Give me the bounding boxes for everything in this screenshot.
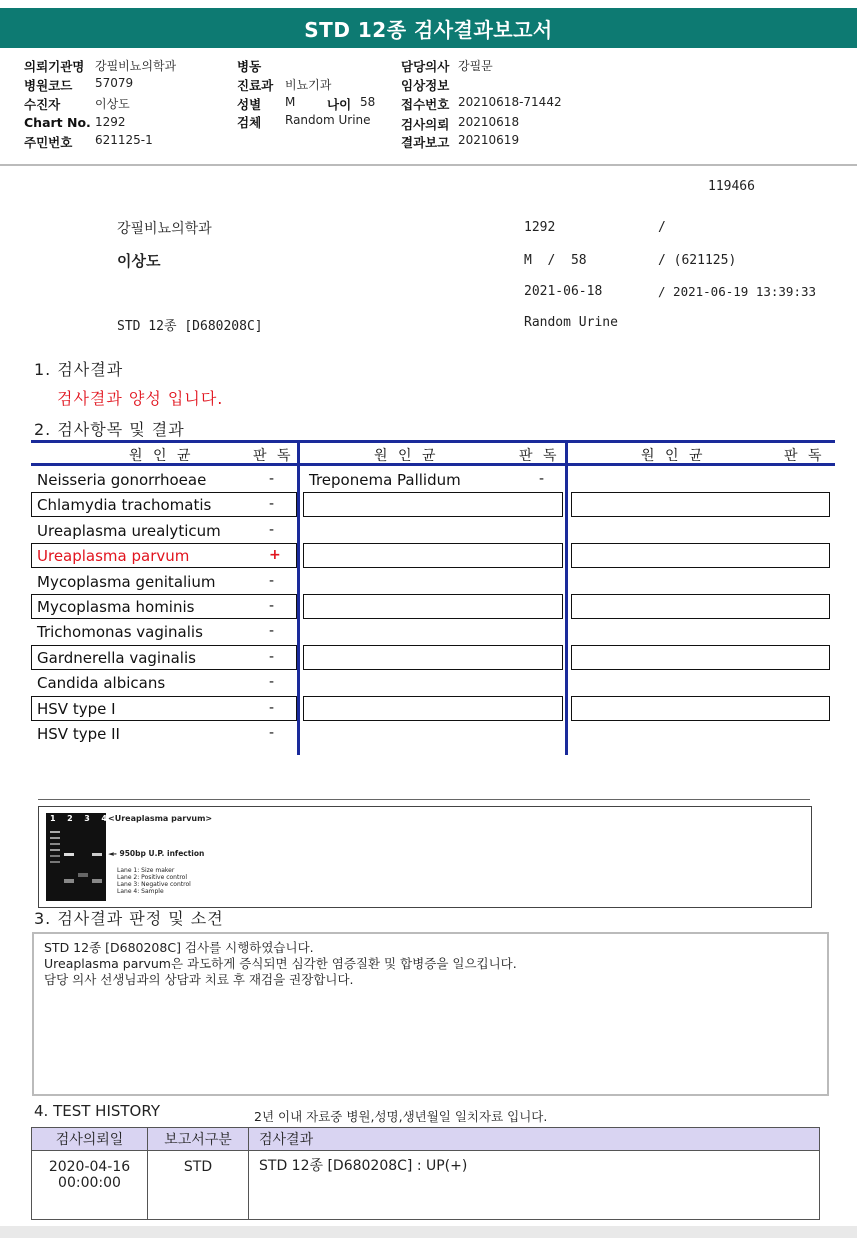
info-label-ward: 병동 bbox=[237, 59, 262, 74]
info-label-rrn: 주민번호 bbox=[24, 135, 73, 150]
report-patient: 이상도 bbox=[117, 252, 161, 270]
result-row-box bbox=[571, 492, 830, 517]
section1-title: 1. 검사결과 bbox=[34, 360, 124, 379]
col2-result-header: 판 독 bbox=[519, 448, 560, 464]
opinion-line: 담당 의사 선생님과의 상담과 치료 후 재검을 권장합니다. bbox=[44, 972, 354, 987]
info-label-hospital-code: 병원코드 bbox=[24, 78, 73, 93]
gel-legend-4: Lane 4: Sample bbox=[117, 888, 164, 895]
result-row-box bbox=[571, 645, 830, 670]
organism-result: - bbox=[269, 674, 275, 691]
info-label-doctor: 담당의사 bbox=[401, 59, 450, 74]
report-specimen: Random Urine bbox=[524, 315, 618, 330]
result-row-box bbox=[303, 594, 563, 619]
result-row-box bbox=[303, 696, 563, 721]
table-divider-2 bbox=[565, 440, 568, 755]
organism-name: Ureaplasma urealyticum bbox=[37, 521, 221, 540]
info-value-department: 비뇨기과 bbox=[285, 78, 332, 92]
result-row-box bbox=[571, 594, 830, 619]
organism-result: - bbox=[269, 725, 275, 741]
info-value-specimen: Random Urine bbox=[285, 113, 371, 127]
history-date: 2020-04-16 bbox=[48, 1159, 131, 1175]
organism-result: + bbox=[269, 547, 281, 564]
info-value-rrn: 621125-1 bbox=[95, 133, 153, 147]
organism-name: Treponema Pallidum bbox=[309, 471, 461, 489]
info-label-department: 진료과 bbox=[237, 78, 274, 93]
report-rrn: / (621125) bbox=[658, 253, 737, 268]
opinion-box bbox=[32, 932, 829, 1096]
organism-name: Ureaplasma parvum bbox=[37, 547, 190, 566]
info-value-age: 58 bbox=[360, 95, 376, 109]
gel-top-rule bbox=[38, 799, 810, 800]
info-value-institution: 강필비뇨의학과 bbox=[95, 59, 177, 73]
info-label-chart: Chart No. bbox=[24, 115, 91, 130]
organism-result: - bbox=[539, 471, 545, 487]
report-test-name: STD 12종 [D680208C] bbox=[117, 319, 263, 334]
history-row bbox=[32, 1151, 820, 1220]
gel-legend-1: Lane 1: Size maker bbox=[117, 867, 175, 874]
info-label-sex: 성별 bbox=[237, 97, 262, 112]
info-label-clinical-info: 임상정보 bbox=[401, 78, 450, 93]
organism-name: Gardnerella vaginalis bbox=[37, 648, 196, 667]
result-row-box bbox=[571, 696, 830, 721]
organism-name: Neisseria gonorrhoeae bbox=[37, 471, 207, 489]
gel-title: <Ureaplasma parvum> bbox=[108, 814, 213, 823]
organism-result: - bbox=[269, 496, 275, 513]
report-receipt-date: 2021-06-18 bbox=[524, 284, 603, 299]
gel-lane-numbers: 1 2 3 4 bbox=[50, 814, 109, 823]
history-table bbox=[31, 1127, 820, 1220]
organism-name: Chlamydia trachomatis bbox=[37, 496, 212, 515]
section4-title: 4. TEST HISTORY bbox=[34, 1102, 160, 1120]
organism-name: Candida albicans bbox=[37, 674, 166, 693]
info-value-chart: 1292 bbox=[95, 115, 126, 129]
history-header-type: 보고서구분 bbox=[148, 1128, 249, 1151]
page-bottom-bar bbox=[0, 1226, 857, 1238]
gel-legend-3: Lane 3: Negative control bbox=[117, 881, 191, 888]
result-row-box bbox=[303, 543, 563, 568]
organism-name: HSV type I bbox=[37, 699, 116, 718]
results-table bbox=[31, 440, 835, 755]
gel-legend-2: Lane 2: Positive control bbox=[117, 874, 188, 881]
info-value-patient: 이상도 bbox=[95, 97, 130, 111]
info-value-sex: M bbox=[285, 95, 296, 109]
organism-result: - bbox=[269, 471, 275, 487]
organism-result: - bbox=[269, 699, 275, 716]
col1-result-header: 판 독 bbox=[253, 448, 294, 464]
col3-header: 원 인 균 bbox=[641, 448, 706, 464]
report-datetime: / 2021-06-19 13:39:33 bbox=[658, 284, 817, 299]
history-header-date: 검사의뢰일 bbox=[32, 1128, 148, 1151]
info-label-institution: 의뢰기관명 bbox=[24, 59, 85, 74]
info-label-request-date: 검사의뢰 bbox=[401, 117, 450, 132]
table-top-rule bbox=[31, 440, 835, 443]
info-label-specimen: 검체 bbox=[237, 115, 262, 130]
gel-arrow-label: ◄- 950bp U.P. infection bbox=[108, 849, 205, 858]
organism-result: - bbox=[269, 572, 275, 589]
info-value-hospital-code: 57079 bbox=[95, 76, 134, 90]
info-value-doctor: 강필문 bbox=[458, 59, 493, 73]
info-label-report-date: 결과보고 bbox=[401, 135, 450, 150]
patient-info-panel bbox=[0, 50, 857, 166]
organism-result: - bbox=[269, 623, 275, 640]
gel-image bbox=[46, 813, 109, 901]
doc-number: 119466 bbox=[708, 179, 755, 194]
info-value-receipt-no: 20210618-71442 bbox=[458, 95, 562, 109]
report-slash: / bbox=[658, 220, 666, 235]
history-date-cell bbox=[32, 1151, 148, 1220]
col3-result-header: 판 독 bbox=[784, 448, 825, 464]
result-row-box bbox=[303, 492, 563, 517]
organism-result: - bbox=[269, 648, 275, 665]
report-clinic: 강필비뇨의학과 bbox=[117, 221, 212, 237]
history-time: 00:00:00 bbox=[58, 1175, 121, 1191]
organism-name: Mycoplasma genitalium bbox=[37, 572, 216, 591]
organism-name: Trichomonas vaginalis bbox=[37, 623, 203, 642]
report-title: STD 12종 검사결과보고서 bbox=[0, 8, 857, 48]
history-header-row bbox=[32, 1128, 820, 1151]
info-label-patient: 수진자 bbox=[24, 97, 61, 112]
report-chart: 1292 bbox=[524, 220, 556, 235]
organism-name: Mycoplasma hominis bbox=[37, 598, 195, 616]
opinion-line: STD 12종 [D680208C] 검사를 시행하였습니다. bbox=[44, 940, 314, 955]
history-result: STD 12종 [D680208C] : UP(+) bbox=[259, 1158, 468, 1174]
info-label-age: 나이 bbox=[327, 97, 352, 112]
history-type: STD bbox=[183, 1159, 213, 1175]
col2-header: 원 인 균 bbox=[374, 448, 439, 464]
section2-title: 2. 검사항목 및 결과 bbox=[34, 420, 185, 439]
organism-name: HSV type II bbox=[37, 725, 120, 743]
col1-header: 원 인 균 bbox=[129, 448, 194, 464]
info-value-request-date: 20210618 bbox=[458, 115, 520, 129]
report-sex-age: M / 58 bbox=[524, 253, 587, 268]
result-row-box bbox=[303, 645, 563, 670]
positive-message: 검사결과 양성 입니다. bbox=[57, 389, 224, 408]
organism-result: - bbox=[269, 598, 275, 614]
history-result-cell bbox=[249, 1151, 820, 1220]
info-value-report-date: 20210619 bbox=[458, 133, 520, 147]
result-row-box bbox=[571, 543, 830, 568]
table-divider-1 bbox=[297, 440, 300, 755]
section3-title: 3. 검사결과 판정 및 소견 bbox=[34, 909, 224, 928]
history-type-cell bbox=[148, 1151, 249, 1220]
organism-result: - bbox=[269, 521, 275, 538]
history-header-result: 검사결과 bbox=[249, 1128, 820, 1151]
history-note: 2년 이내 자료중 병원,성명,생년월일 일치자료 입니다. bbox=[254, 1109, 548, 1124]
info-label-receipt-no: 접수번호 bbox=[401, 97, 450, 112]
opinion-line: Ureaplasma parvum은 과도하게 증식되면 심각한 염증질환 및 합병증을 일으킵니다. bbox=[44, 956, 517, 971]
gel-electrophoresis-figure bbox=[38, 806, 812, 908]
